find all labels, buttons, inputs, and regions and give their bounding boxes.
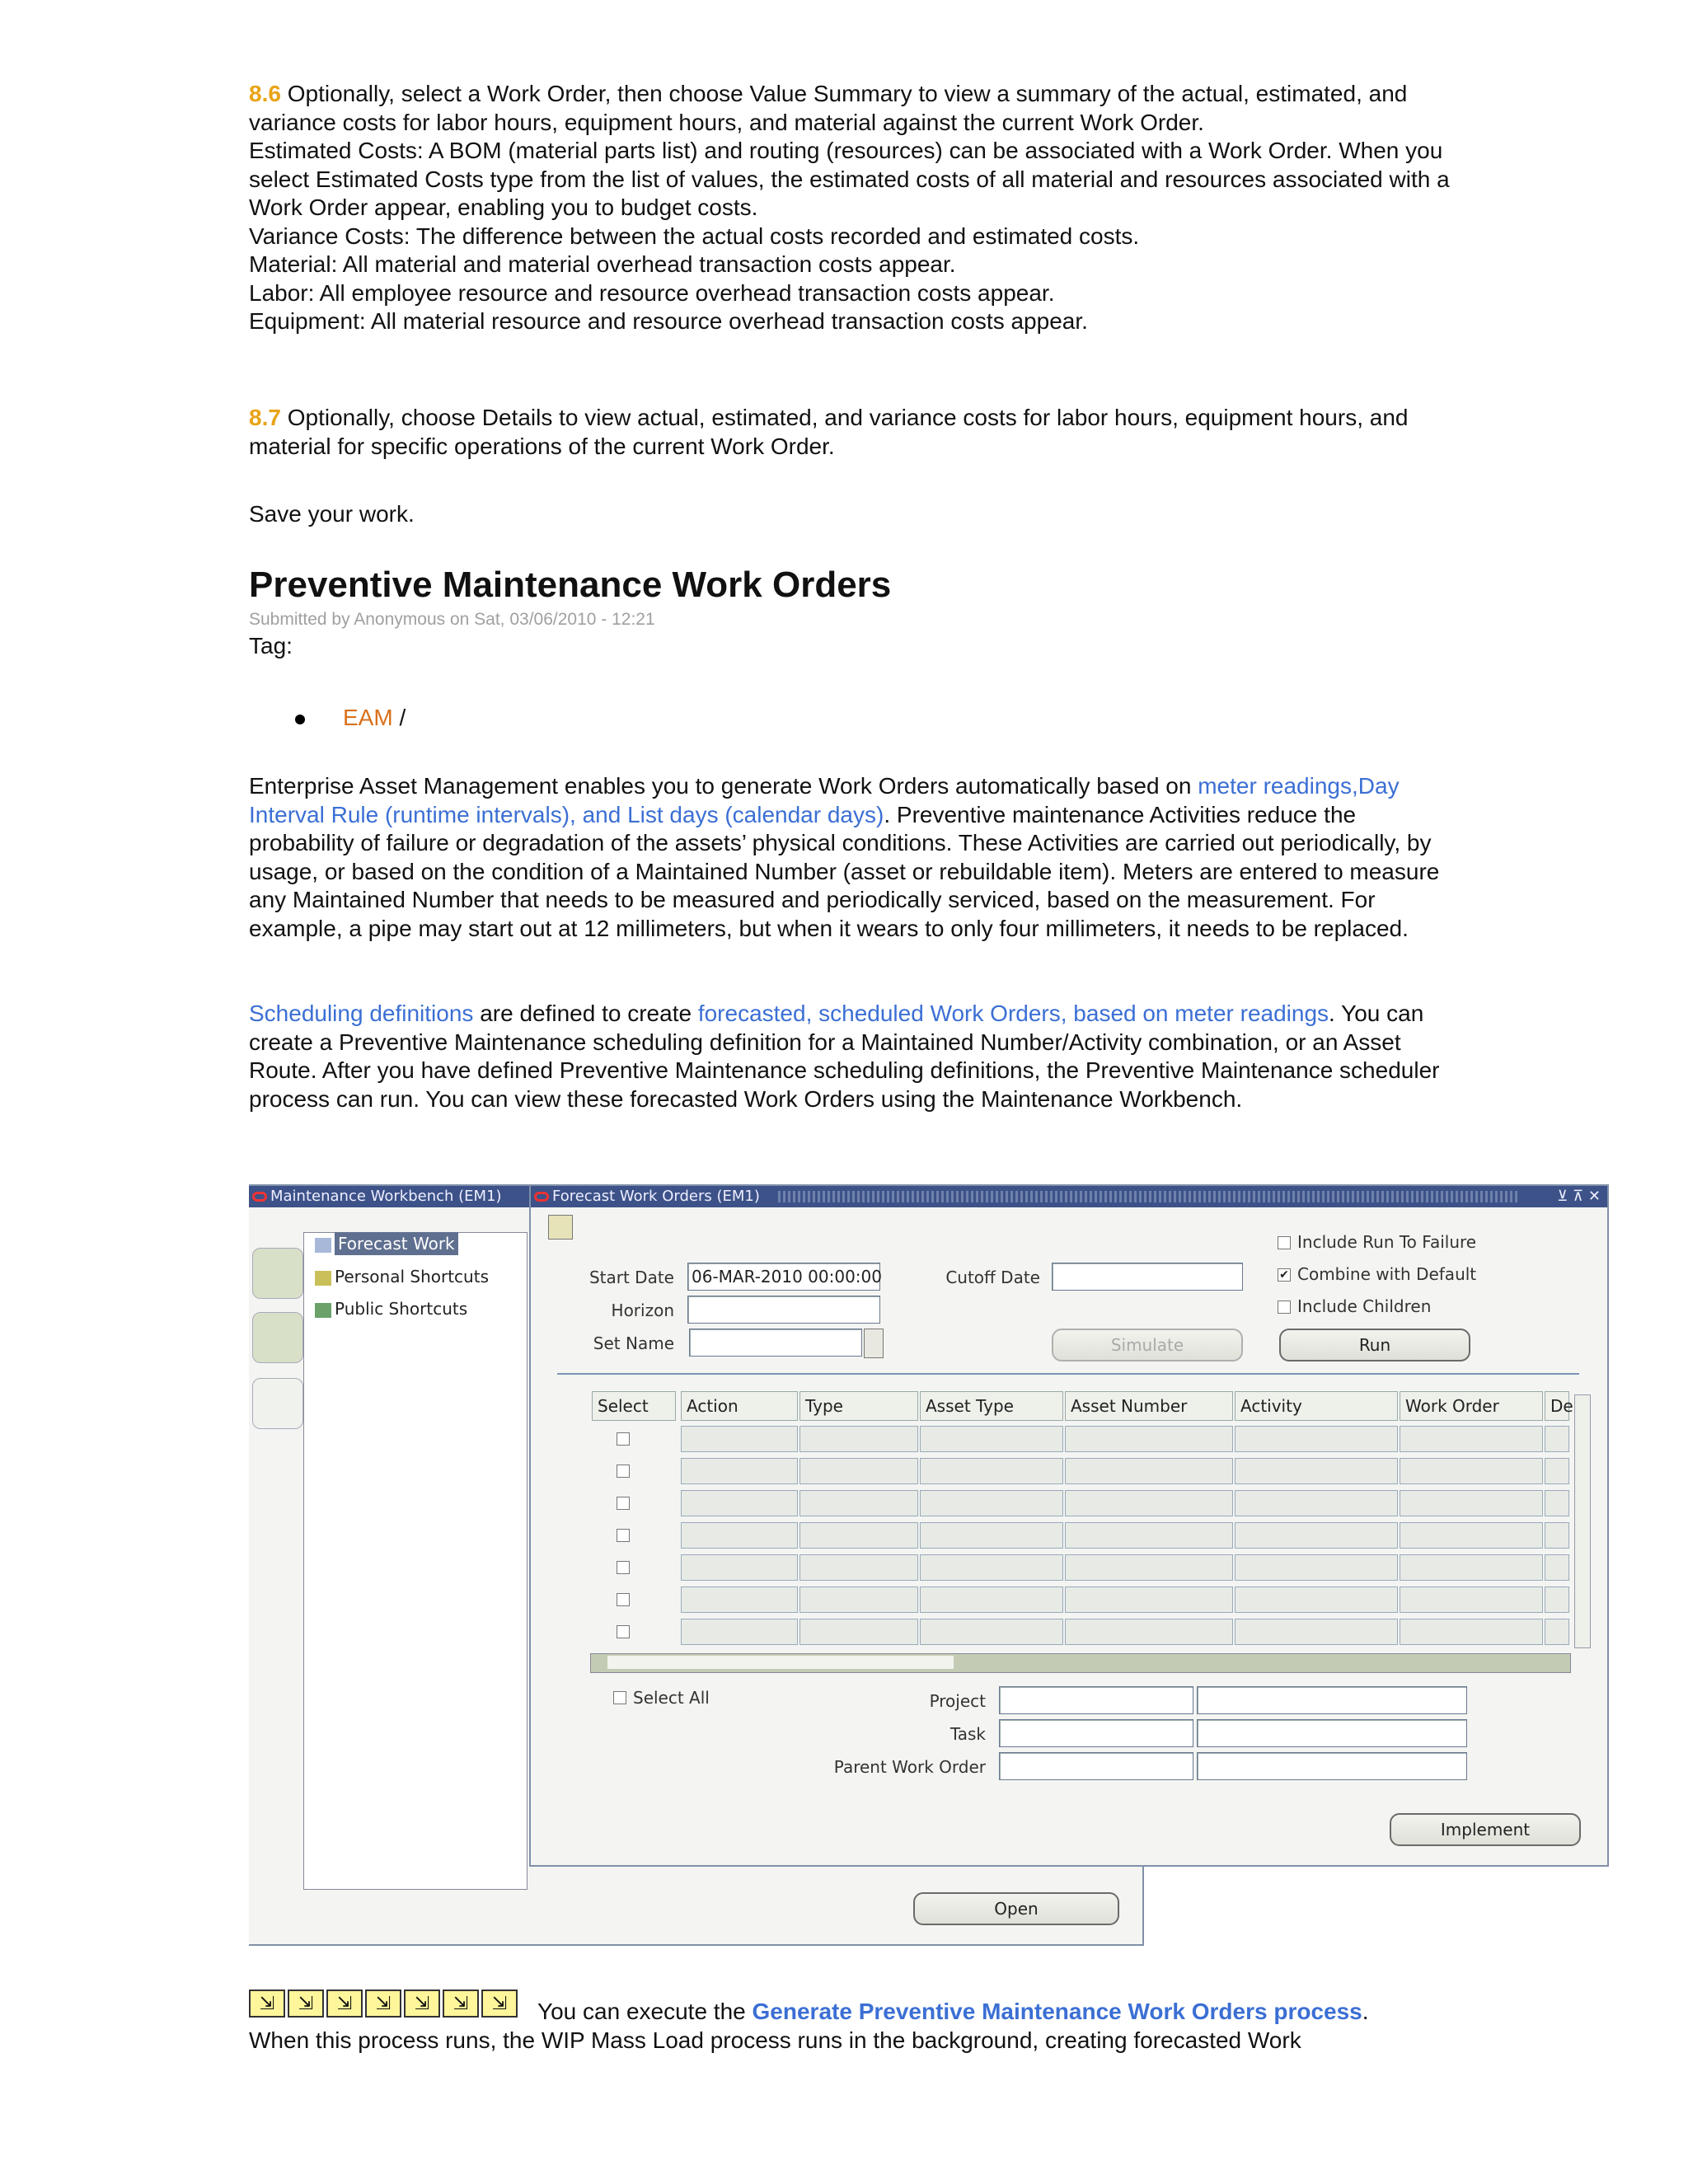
project-description: [1197, 1686, 1467, 1714]
paragraph-3-line-1: [537, 1998, 1485, 2027]
workbench-title: Maintenance Workbench (EM1): [270, 1188, 502, 1205]
scroll-thumb[interactable]: [607, 1656, 954, 1669]
link-icon: ⇲: [249, 1990, 285, 2018]
forecast-titlebar: [531, 1186, 1607, 1207]
grid-cell[interactable]: [681, 1522, 798, 1549]
set-name-input[interactable]: [689, 1329, 862, 1357]
grid-cell[interactable]: [920, 1586, 1063, 1613]
combine-with-default-checkbox[interactable]: ✔: [1278, 1268, 1291, 1282]
grid-cell[interactable]: [1235, 1522, 1398, 1549]
tag-link-eam[interactable]: EAM: [343, 705, 393, 730]
grid-cell[interactable]: [1235, 1426, 1398, 1452]
grid-cell[interactable]: [799, 1586, 918, 1613]
grid-cell[interactable]: [681, 1490, 798, 1516]
estimated-costs-text: Estimated Costs: A BOM (material parts list) and routing (resources) can be associated with a Work Order. When you select Estimated Costs type from the list of values, the estimated costs of all material and resources associated with a Work Order appear, enabling you to budget costs.: [249, 138, 1450, 220]
folder-icon: [315, 1271, 331, 1286]
grid-cell[interactable]: [920, 1426, 1063, 1452]
grid-cell[interactable]: [1545, 1426, 1569, 1452]
parent-work-order-label: Parent Work Order: [833, 1757, 986, 1777]
column-header-activity: Activity: [1235, 1391, 1398, 1421]
window-controls[interactable]: ⊻ ⊼ ✕: [1557, 1188, 1601, 1205]
column-header-action: Action: [681, 1391, 798, 1421]
vertical-scrollbar[interactable]: [1574, 1394, 1591, 1648]
grid-cell[interactable]: [1065, 1426, 1233, 1452]
variance-costs-text: Variance Costs: The difference between the actual costs recorded and estimated costs.: [249, 223, 1140, 249]
tree-item-forecast-work[interactable]: [315, 1234, 458, 1254]
horizon-label: Horizon: [611, 1301, 674, 1320]
equipment-text: Equipment: All material resource and resource overhead transaction costs appear.: [249, 308, 1088, 334]
tree-item-label: Public Shortcuts: [335, 1299, 468, 1319]
grid-cell[interactable]: [1235, 1490, 1398, 1516]
grid-cell[interactable]: [681, 1426, 798, 1452]
grid-cell[interactable]: [799, 1619, 918, 1645]
forecast-work-icon[interactable]: [252, 1248, 303, 1299]
grid-cell[interactable]: [1400, 1426, 1543, 1452]
parent-work-order-input[interactable]: [999, 1752, 1193, 1780]
tree-item-label: Forecast Work: [335, 1232, 458, 1255]
grid-cell[interactable]: [1235, 1458, 1398, 1484]
labor-text: Labor: All employee resource and resource overhead transaction costs appear.: [249, 279, 1055, 306]
link-icon: ⇲: [288, 1990, 324, 2018]
grid-cell[interactable]: [1545, 1490, 1569, 1516]
grid-cell[interactable]: [1065, 1490, 1233, 1516]
project-label: Project: [929, 1691, 986, 1711]
link-icon: ⇲: [481, 1990, 518, 2018]
task-label: Task: [950, 1724, 986, 1744]
include-run-to-failure-checkbox[interactable]: [1278, 1236, 1291, 1249]
grid-cell[interactable]: [799, 1426, 918, 1452]
grid-cell[interactable]: [1235, 1554, 1398, 1581]
paragraph-2: [249, 1000, 1461, 1113]
select-all-checkbox[interactable]: [613, 1691, 626, 1704]
grid-cell[interactable]: [1545, 1586, 1569, 1613]
include-children-checkbox[interactable]: [1278, 1301, 1291, 1314]
row-select-checkbox[interactable]: [617, 1593, 630, 1606]
paragraph-text: . Preventive maintenance Activities reduce the probability of failure or degradation of the assets’ physical conditions. These Activities are carried out periodically, by usage, or based on the condition of a Maintained Number (asset or rebuildable item). Meters are entered to measure any Maintained Number that needs to be measured and periodically serviced, based on the measurement. For example, a pipe may start out at 12 millimeters, but when it wears to only four millimeters, it needs to be replaced.: [249, 801, 1440, 941]
column-header-asset-number: Asset Number: [1065, 1391, 1233, 1421]
section-8-6: [249, 80, 1461, 336]
task-input[interactable]: [999, 1719, 1193, 1747]
grid-cell[interactable]: [1400, 1490, 1543, 1516]
grid-cell[interactable]: [920, 1490, 1063, 1516]
row-select-checkbox[interactable]: [617, 1625, 630, 1638]
grid-cell[interactable]: [1235, 1586, 1398, 1613]
implement-button[interactable]: Implement: [1390, 1813, 1581, 1846]
simulate-button[interactable]: Simulate: [1052, 1329, 1243, 1361]
grid-cell[interactable]: [1545, 1522, 1569, 1549]
step-text: Optionally, select a Work Order, then choose Value Summary to view a summary of the actual, estimated, and variance costs for labor hours, equipment hours, and material against the current Work Order.: [249, 81, 1408, 135]
tree-item-label: Personal Shortcuts: [335, 1267, 489, 1286]
row-select-checkbox[interactable]: [617, 1529, 630, 1542]
grid-cell[interactable]: [681, 1554, 798, 1581]
grid-cell[interactable]: [1400, 1522, 1543, 1549]
checklist-icon[interactable]: [252, 1312, 303, 1363]
link-icon: ⇲: [365, 1990, 401, 2018]
paragraph-text: .: [1362, 1999, 1369, 2024]
grid-cell[interactable]: [1065, 1619, 1233, 1645]
paragraph-3-line-2: When this process runs, the WIP Mass Load process runs in the background, creating forecasted Work: [249, 2027, 1301, 2053]
calendar-icon[interactable]: [252, 1378, 303, 1429]
cutoff-date-input[interactable]: [1052, 1263, 1243, 1291]
generate-pm-work-orders-link[interactable]: Generate Preventive Maintenance Work Orders process: [752, 1999, 1362, 2024]
tree-item-personal-shortcuts[interactable]: [315, 1267, 489, 1286]
step-text: Optionally, choose Details to view actual, estimated, and variance costs for labor hours, equipment hours, and material for specific operations of the current Work Order.: [249, 405, 1409, 459]
project-input[interactable]: [999, 1686, 1193, 1714]
rating-icons-strip: [249, 1990, 520, 2019]
section-8-7: [249, 404, 1461, 461]
grid-cell[interactable]: [1235, 1619, 1398, 1645]
grid-cell[interactable]: [1545, 1619, 1569, 1645]
article-title: Preventive Maintenance Work Orders: [249, 565, 892, 605]
step-number: 8.6: [249, 81, 281, 106]
grid-cell[interactable]: [1400, 1586, 1543, 1613]
grid-cell[interactable]: [799, 1458, 918, 1484]
tag-separator: /: [392, 705, 406, 730]
grid-cell[interactable]: [1400, 1458, 1543, 1484]
submitted-meta: Submitted by Anonymous on Sat, 03/06/2010 - 12:21: [249, 610, 655, 629]
paragraph-text: . You can create a Preventive Maintenance scheduling definition for a Maintained Number/Activity combination, or an Asset Route. After you have defined Preventive Maintenance scheduling definitions, the Preventive Maintenance scheduler process can run. You can view these forecasted Work Orders using the Maintenance Workbench.: [249, 1001, 1440, 1112]
forecast-title: Forecast Work Orders (EM1): [552, 1188, 760, 1205]
row-select-checkbox[interactable]: [617, 1432, 630, 1446]
grid-cell[interactable]: [799, 1554, 918, 1581]
grid-cell[interactable]: [1400, 1619, 1543, 1645]
tree-item-public-shortcuts[interactable]: [315, 1299, 467, 1319]
grid-cell[interactable]: [1065, 1522, 1233, 1549]
column-header-work-order: Work Order: [1400, 1391, 1543, 1421]
row-select-checkbox[interactable]: [617, 1497, 630, 1510]
open-button[interactable]: Open: [913, 1892, 1119, 1925]
scheduling-definitions-link[interactable]: Scheduling definitions: [249, 1001, 474, 1026]
save-text: Save your work.: [249, 501, 415, 527]
grid-cell[interactable]: [1065, 1458, 1233, 1484]
oracle-icon: [252, 1192, 267, 1202]
column-header-asset-type: Asset Type: [920, 1391, 1063, 1421]
start-date-input[interactable]: 06-MAR-2010 00:00:00: [687, 1263, 880, 1291]
grid-cell[interactable]: [681, 1458, 798, 1484]
folder-open-icon[interactable]: [548, 1215, 573, 1240]
material-text: Material: All material and material overhead transaction costs appear.: [249, 251, 956, 277]
titlebar-grip: [778, 1191, 1520, 1202]
grid-cell[interactable]: [799, 1490, 918, 1516]
link-icon: ⇲: [326, 1990, 363, 2018]
link-icon: ⇲: [443, 1990, 479, 2018]
task-description: [1197, 1719, 1467, 1747]
grid-cell[interactable]: [681, 1586, 798, 1613]
combine-with-default-label: Combine with Default: [1297, 1264, 1477, 1284]
grid-cell[interactable]: [799, 1522, 918, 1549]
navigator-tree-panel: [303, 1232, 528, 1890]
column-header-description: De: [1545, 1391, 1569, 1421]
column-header-select: Select: [592, 1391, 676, 1421]
grid-cell[interactable]: [920, 1619, 1063, 1645]
grid-cell[interactable]: [1065, 1586, 1233, 1613]
parent-work-order-description: [1197, 1752, 1467, 1780]
paragraph-text: are defined to create: [473, 1001, 698, 1026]
include-run-to-failure-label: Include Run To Failure: [1297, 1232, 1477, 1252]
horizon-input[interactable]: [687, 1296, 880, 1324]
folder-icon: [315, 1238, 331, 1253]
link-icon: ⇲: [404, 1990, 440, 2018]
step-number: 8.7: [249, 405, 281, 430]
paragraph-1: [249, 772, 1461, 943]
grid-cell[interactable]: [920, 1458, 1063, 1484]
row-select-checkbox[interactable]: [617, 1561, 630, 1574]
grid-cell[interactable]: [1545, 1554, 1569, 1581]
folder-icon: [315, 1303, 331, 1318]
tag-list-item: [295, 705, 406, 731]
tag-label: Tag:: [249, 633, 293, 658]
cutoff-date-label: Cutoff Date: [945, 1268, 1040, 1287]
grid-cell[interactable]: [1400, 1554, 1543, 1581]
grid-cell[interactable]: [1065, 1554, 1233, 1581]
start-date-label: Start Date: [588, 1268, 674, 1287]
meter-readings-link[interactable]: meter readings,Day Interval Rule (runtime intervals), and List days (calendar days): [249, 773, 1400, 827]
section-divider: [557, 1373, 1579, 1375]
grid-cell[interactable]: [920, 1522, 1063, 1549]
row-select-checkbox[interactable]: [617, 1465, 630, 1478]
paragraph-text: Enterprise Asset Management enables you to generate Work Orders automatically based on: [249, 773, 1198, 799]
horizontal-scrollbar[interactable]: [590, 1653, 1571, 1673]
run-button[interactable]: Run: [1279, 1329, 1470, 1361]
list-of-values-button[interactable]: [864, 1329, 884, 1358]
grid-cell[interactable]: [681, 1619, 798, 1645]
select-all-label: Select All: [633, 1688, 710, 1708]
oracle-icon: [534, 1192, 549, 1202]
column-header-type: Type: [799, 1391, 918, 1421]
paragraph-text: You can execute the: [537, 1999, 753, 2024]
forecasted-work-orders-link[interactable]: forecasted, scheduled Work Orders, based on meter readings: [697, 1001, 1329, 1026]
grid-cell[interactable]: [920, 1554, 1063, 1581]
include-children-label: Include Children: [1297, 1296, 1432, 1316]
set-name-label: Set Name: [593, 1333, 674, 1353]
grid-cell[interactable]: [1545, 1458, 1569, 1484]
bullet-icon: [295, 715, 305, 724]
